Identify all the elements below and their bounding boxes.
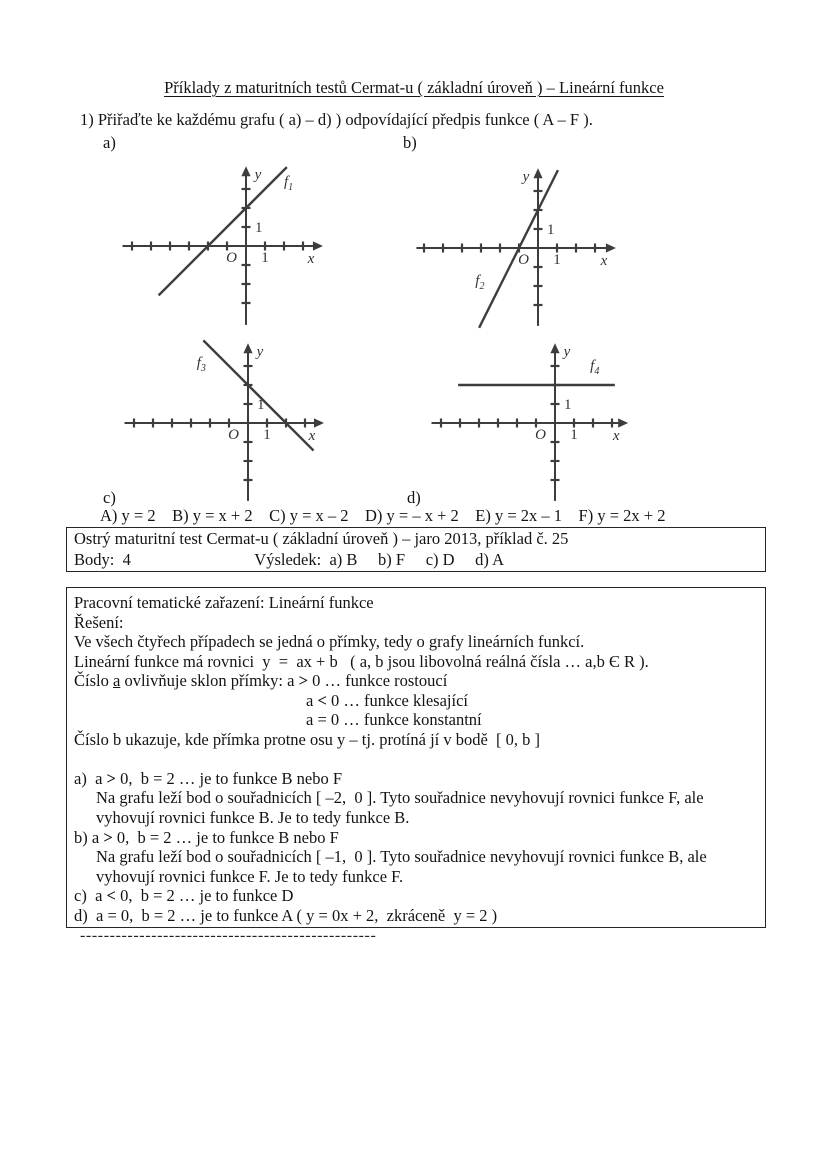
solution-text: > — [103, 827, 113, 847]
graph-label-c: c) — [103, 488, 116, 507]
solution-text: > — [106, 768, 116, 788]
y-axis-label: y — [256, 344, 264, 361]
graph-label-b: b) — [403, 133, 417, 152]
solution-line — [74, 613, 758, 633]
solution-line — [74, 906, 758, 926]
solution-text: a = 0 … funkce konstantní — [306, 710, 482, 730]
solution-text: Číslo b ukazuje, kde přímka protne osu y – tj. protíná jí v bodě [ 0, b ] — [74, 729, 541, 749]
answer-options: A) y = 2 B) y = x + 2 C) y = x – 2 D) y = – x + 2 E) y = 2x – 1 F) y = 2x + 2 — [100, 506, 666, 525]
source-box-line2: Body: 4 Výsledek: a) B b) F c) D d) A — [74, 549, 505, 569]
solution-text: a) a — [74, 768, 107, 788]
solution-text: b) a — [74, 827, 104, 847]
solution-text: ovlivňuje sklon přímky: a — [120, 671, 299, 691]
x-axis-label: x — [612, 428, 620, 444]
origin-label: O — [226, 250, 237, 266]
y-tick-label-1: 1 — [257, 397, 265, 413]
x-tick-label-1: 1 — [261, 250, 269, 266]
solution-line — [74, 691, 758, 711]
graph-a — [115, 163, 330, 335]
solution-text: Na grafu leží bod o souřadnicích [ –2, 0 ]. Tyto souřadnice nevyhovují rovnici funkce F, ale — [96, 788, 704, 808]
solution-text: < — [106, 886, 116, 906]
solution-lines — [74, 593, 758, 925]
solution-text: a — [112, 671, 121, 691]
source-box — [66, 527, 766, 572]
solution-box — [66, 587, 766, 928]
solution-text: Na grafu leží bod o souřadnicích [ –1, 0 ]. Tyto souřadnice nevyhovují rovnici funkce B, ale — [96, 847, 707, 867]
origin-label: O — [518, 252, 529, 268]
y-axis-label: y — [522, 169, 530, 186]
solution-text: > — [298, 671, 308, 691]
solution-line — [74, 710, 758, 730]
page-title — [0, 78, 828, 98]
solution-line — [74, 652, 758, 672]
x-axis-label: x — [308, 428, 316, 444]
origin-label: O — [228, 427, 239, 443]
solution-text: d) a = 0, b = 2 … je to funkce A ( y = 0x + 2, zkráceně y = 2 ) — [74, 905, 498, 925]
y-tick-label-1: 1 — [564, 397, 572, 413]
source-box-line1: Ostrý maturitní test Cermat-u ( základní úroveň ) – jaro 2013, příklad č. 25 — [74, 529, 569, 548]
x-axis-label: x — [600, 253, 608, 269]
x-tick-label-1: 1 — [553, 252, 561, 268]
function-label-f4: $f_4$ — [590, 357, 600, 377]
solution-line — [74, 632, 758, 652]
solution-text: vyhovují rovnici funkce B. Je to tedy funkce B. — [96, 808, 410, 828]
solution-line — [74, 769, 758, 789]
function-label-f3: $f_3$ — [196, 354, 206, 374]
x-tick-label-1: 1 — [263, 427, 271, 443]
graph-b — [408, 163, 630, 335]
solution-text: 0 … funkce rostoucí — [308, 671, 448, 691]
y-tick-label-1: 1 — [547, 222, 555, 238]
y-axis-label: y — [563, 344, 571, 361]
solution-line — [74, 593, 758, 613]
graph-label-d: d) — [407, 488, 421, 507]
solution-text: < — [317, 690, 327, 710]
solution-line — [74, 808, 758, 828]
solution-line — [74, 788, 758, 808]
x-axis-label: x — [307, 251, 315, 267]
function-label-f1: $f_1$ — [284, 174, 294, 194]
solution-text: a — [306, 690, 318, 710]
solution-line — [74, 847, 758, 867]
solution-text: Lineární funkce má rovnici y = ax + b ( a, b jsou libovolná reálná čísla … a,b Є R ). — [74, 651, 649, 671]
solution-line — [74, 671, 758, 691]
solution-line — [74, 730, 758, 750]
page-title-text: Příklady z maturitních testů Cermat-u ( základní úroveň ) – Lineární funkce — [164, 78, 664, 97]
solution-line — [74, 749, 758, 769]
graph-d — [428, 336, 638, 504]
solution-text: vyhovují rovnici funkce F. Je to tedy funkce F. — [96, 866, 404, 886]
graph-c — [118, 336, 330, 504]
solution-text: 0, b = 2 … je to funkce B nebo F — [112, 827, 339, 847]
solution-text: Pracovní tematické zařazení: Lineární funkce — [74, 593, 374, 612]
solution-text: Číslo — [74, 671, 113, 691]
function-label-f2: $f_2$ — [475, 273, 485, 293]
y-axis-label: y — [254, 167, 262, 184]
solution-text: c) a — [74, 886, 107, 906]
origin-label: O — [535, 427, 546, 443]
solution-text: 0, b = 2 … je to funkce D — [115, 886, 294, 906]
solution-text: 0, b = 2 … je to funkce B nebo F — [115, 768, 343, 788]
y-tick-label-1: 1 — [255, 220, 263, 236]
solution-line — [74, 828, 758, 848]
solution-line — [74, 867, 758, 887]
solution-text: Řešení: — [74, 612, 124, 632]
function-line-f1 — [159, 167, 287, 295]
solution-text: 0 … funkce klesající — [326, 690, 468, 710]
graph-label-a: a) — [103, 133, 116, 152]
x-tick-label-1: 1 — [570, 427, 578, 443]
dashed-separator: -------------------------------------------------- — [80, 927, 377, 944]
problem-statement: 1) Přiřaďte ke každému grafu ( a) – d) ) odpovídající předpis funkce ( A – F ). — [80, 110, 593, 129]
solution-line — [74, 886, 758, 906]
solution-text: Ve všech čtyřech případech se jedná o přímky, tedy o grafy lineárních funkcí. — [74, 632, 585, 652]
